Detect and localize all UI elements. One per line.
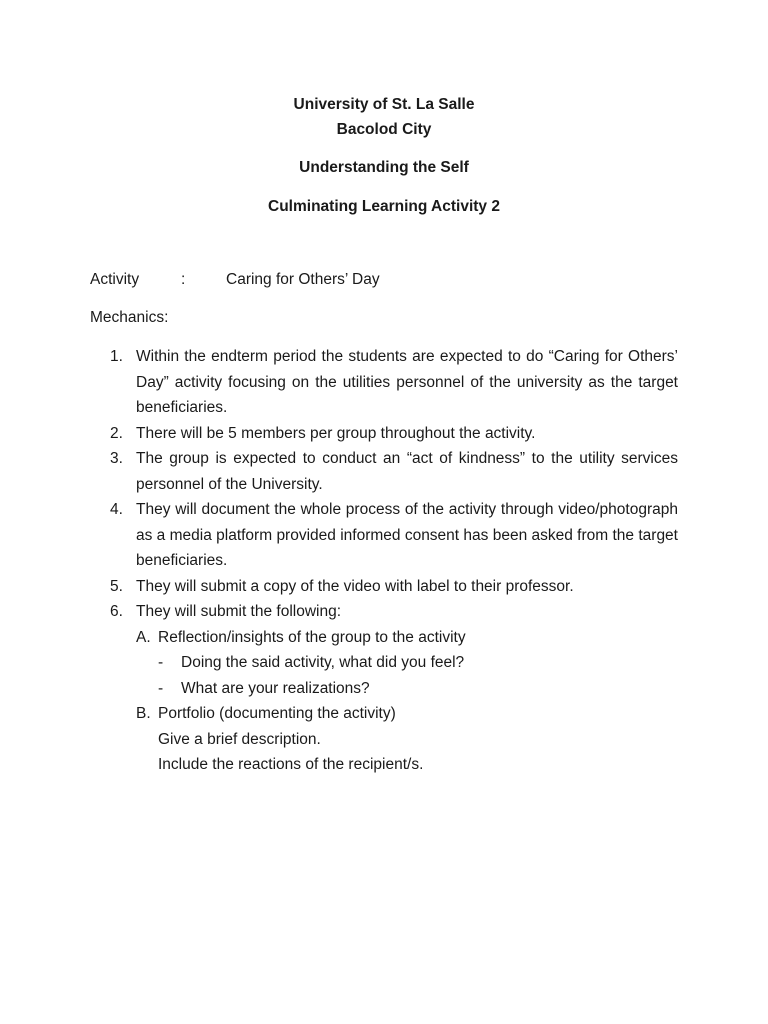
sub-item-text: Portfolio (documenting the activity)	[158, 705, 396, 722]
list-item	[90, 574, 678, 600]
list-item	[90, 497, 678, 574]
activity-label: Activity	[90, 271, 140, 288]
item-number: 4.	[110, 501, 123, 518]
activity-colon: :	[181, 271, 186, 288]
dash-marker: -	[158, 679, 164, 697]
list-item	[90, 446, 678, 497]
item-number: 6.	[110, 603, 123, 620]
item-number: 1.	[110, 348, 123, 365]
portfolio-note: Include the reactions of the recipient/s.	[158, 756, 424, 773]
university-name: University of St. La Salle	[293, 96, 475, 113]
item-number: 3.	[110, 450, 123, 467]
activity-value: Caring for Others’ Day	[226, 271, 380, 288]
item-text: There will be 5 members per group throughout the activity.	[136, 424, 536, 442]
sub-item-b	[136, 701, 678, 727]
activity-title: Culminating Learning Activity 2	[268, 198, 500, 215]
item-number: 2.	[110, 424, 123, 442]
sub-item-marker: A.	[136, 628, 151, 646]
dash-text: Doing the said activity, what did you feel?	[181, 654, 465, 671]
mechanics-list	[90, 344, 678, 778]
city-name: Bacolod City	[336, 121, 432, 138]
course-title: Understanding the Self	[299, 159, 469, 176]
dash-item	[136, 676, 678, 702]
portfolio-note: Give a brief description.	[158, 730, 321, 748]
list-item	[90, 599, 678, 778]
dash-marker: -	[158, 654, 164, 671]
item-text: They will submit the following:	[136, 603, 342, 620]
list-item	[90, 344, 678, 421]
item-text: The group is expected to conduct an “act of kindness” to the utility services personnel of the University.	[136, 450, 678, 493]
mechanics-label: Mechanics:	[90, 309, 169, 326]
list-item	[90, 421, 678, 447]
item-text: They will document the whole process of the activity through video/photograph as a media platform provided informed consent has been asked from the target beneficiaries.	[136, 501, 678, 569]
sub-item-text: Reflection/insights of the group to the activity	[158, 628, 466, 646]
item-text: Within the endterm period the students are expected to do “Caring for Others’ Day” activity focusing on the utilities personnel of the university as the target beneficiaries.	[136, 348, 678, 416]
sub-item-marker: B.	[136, 705, 151, 722]
dash-text: What are your realizations?	[181, 679, 370, 697]
dash-item	[136, 650, 678, 676]
item-text: They will submit a copy of the video with label to their professor.	[136, 577, 574, 595]
item-number: 5.	[110, 577, 123, 595]
sub-item-a	[136, 625, 678, 651]
